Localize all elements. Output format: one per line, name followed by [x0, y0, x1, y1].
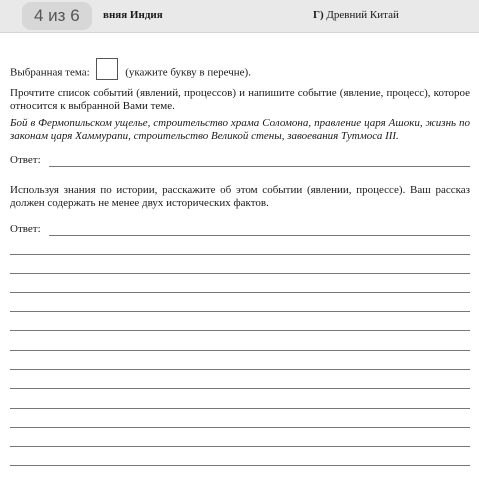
topic-hint: (укажите букву в перечне). [125, 66, 251, 79]
task2-answer-line[interactable] [10, 427, 470, 428]
task1-answer-label: Ответ: [10, 154, 41, 166]
task2-answer-line[interactable] [10, 311, 470, 312]
topic-row [10, 62, 251, 84]
task1-answer-line[interactable] [49, 166, 470, 167]
task2-answer-label: Ответ: [10, 223, 41, 235]
task2-answer-line[interactable] [10, 254, 470, 255]
page-counter: 4 из 6 [22, 2, 92, 30]
task2-answer-line[interactable] [10, 465, 470, 466]
task2-answer-line[interactable] [10, 273, 470, 274]
task1-instruction: Прочтите список событий (явлений, процессов) и напишите событие (явление, процесс), которое относится к выбранной Вами теме. [10, 87, 470, 112]
task2-answer-line[interactable] [10, 408, 470, 409]
task2-answer-line[interactable] [10, 388, 470, 389]
option-d-text: Древний Китай [326, 9, 399, 21]
task2-answer-line[interactable] [10, 350, 470, 351]
task2-answer-line[interactable] [10, 330, 470, 331]
task2-answer-line[interactable] [49, 235, 470, 236]
topic-letter-box[interactable] [96, 58, 118, 80]
task2-instruction: Используя знания по истории, расскажите об этом событии (явлении, процессе). Ваш рассказ должен содержать не менее двух исторических фактов. [10, 184, 470, 209]
task2-answer-line[interactable] [10, 369, 470, 370]
option-d-letter: Г) [313, 9, 324, 21]
task2-answer-line[interactable] [10, 446, 470, 447]
option-c-fragment: вняя Индия [103, 9, 163, 21]
option-d [313, 9, 399, 21]
task1-event-list: Бой в Фермопильском ущелье, строительство храма Соломона, правление царя Ашоки, жизнь по законам царя Хаммурапи, строительство Великой стены, завоевания Тутмоса III. [10, 117, 470, 142]
topic-label: Выбранная тема: [10, 66, 90, 79]
task2-answer-line[interactable] [10, 292, 470, 293]
